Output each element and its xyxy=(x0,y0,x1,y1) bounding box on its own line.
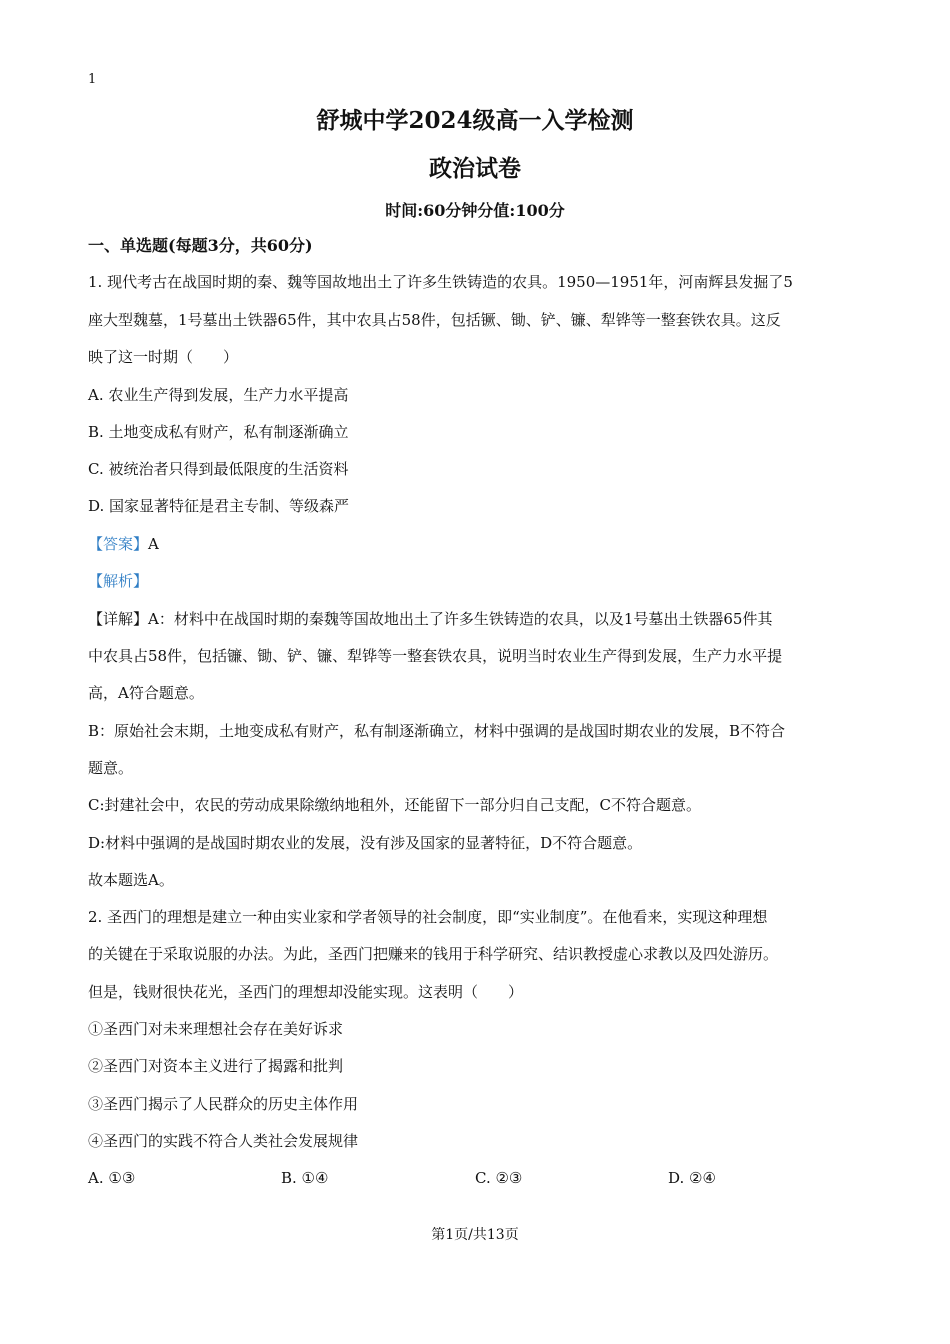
q1-stem-line: 映了这一时期（ ） xyxy=(88,348,239,366)
q2-stem-line: 但是，钱财很快花光，圣西门的理想却没能实现。这表明（ ） xyxy=(88,983,524,1001)
q2-option-c: C. ②③ xyxy=(475,1169,523,1187)
q1-detail-line: 中农具占58件，包括镰、锄、铲、镰、犁铧等一整套铁农具，说明当时农业生产得到发展，生产力水平提 xyxy=(88,647,783,665)
page-footer: 第1页/共13页 xyxy=(431,1227,519,1243)
q2-statement-1: ①圣西门对未来理想社会存在美好诉求 xyxy=(88,1020,344,1038)
q1-option-b: B. 土地变成私有财产，私有制逐渐确立 xyxy=(88,423,349,441)
section-title: 一、单选题(每题3分，共60分) xyxy=(88,236,313,255)
q1-answer xyxy=(88,534,159,554)
school-title: 舒城中学2024级高一入学检测 xyxy=(316,107,634,134)
q2-option-a: A. ①③ xyxy=(88,1169,136,1187)
q1-stem-line: 1. 现代考古在战国时期的秦、魏等国故地出土了许多生铁铸造的农具。1950—1951年，河南辉县发掘了5 xyxy=(88,273,793,291)
q1-detail-line: 【详解】A：材料中在战国时期的秦魏等国故地出土了许多生铁铸造的农具，以及1号墓出土铁器65件其 xyxy=(88,610,773,628)
q2-stem-line: 的关键在于采取说服的办法。为此，圣西门把赚来的钱用于科学研究、结识教授虚心求教以及四处游历。 xyxy=(88,945,779,963)
q1-detail-line: B：原始社会末期，土地变成私有财产，私有制逐渐确立，材料中强调的是战国时期农业的发展，B不符合 xyxy=(88,722,786,740)
q2-stem-line: 2. 圣西门的理想是建立一种由实业家和学者领导的社会制度，即“实业制度”。在他看来，实现这种理想 xyxy=(88,908,768,926)
q2-statement-3: ③圣西门揭示了人民群众的历史主体作用 xyxy=(88,1095,359,1113)
q1-detail-line: 高，A符合题意。 xyxy=(88,684,204,702)
subject-title: 政治试卷 xyxy=(429,155,521,182)
q1-option-a: A. 农业生产得到发展，生产力水平提高 xyxy=(88,386,349,404)
q1-detail-line: 题意。 xyxy=(88,759,134,777)
q2-statement-4: ④圣西门的实践不符合人类社会发展规律 xyxy=(88,1132,359,1150)
q1-stem-line: 座大型魏墓，1号墓出土铁器65件，其中农具占58件，包括镢、锄、铲、镰、犁铧等一整套铁农具。这反 xyxy=(88,311,781,329)
page-corner-marker: 1 xyxy=(88,72,97,87)
q2-statement-2: ②圣西门对资本主义进行了揭露和批判 xyxy=(88,1057,344,1075)
analysis-label: 【解析】 xyxy=(88,572,149,590)
q1-option-c: C. 被统治者只得到最低限度的生活资料 xyxy=(88,460,349,478)
q1-detail-line: C:封建社会中，农民的劳动成果除缴纳地租外，还能留下一部分归自己支配，C不符合题意。 xyxy=(88,796,702,814)
q2-option-b: B. ①④ xyxy=(281,1169,329,1187)
answer-label: 【答案】 xyxy=(88,535,149,553)
exam-info: 时间:60分钟分值:100分 xyxy=(385,201,565,220)
q1-detail-line: 故本题选A。 xyxy=(88,871,174,889)
q1-detail-line: D:材料中强调的是战国时期农业的发展，没有涉及国家的显著特征，D不符合题意。 xyxy=(88,834,643,852)
answer-value: A xyxy=(148,535,159,553)
q1-option-d: D. 国家显著特征是君主专制、等级森严 xyxy=(88,497,350,515)
q2-option-d: D. ②④ xyxy=(668,1169,716,1187)
